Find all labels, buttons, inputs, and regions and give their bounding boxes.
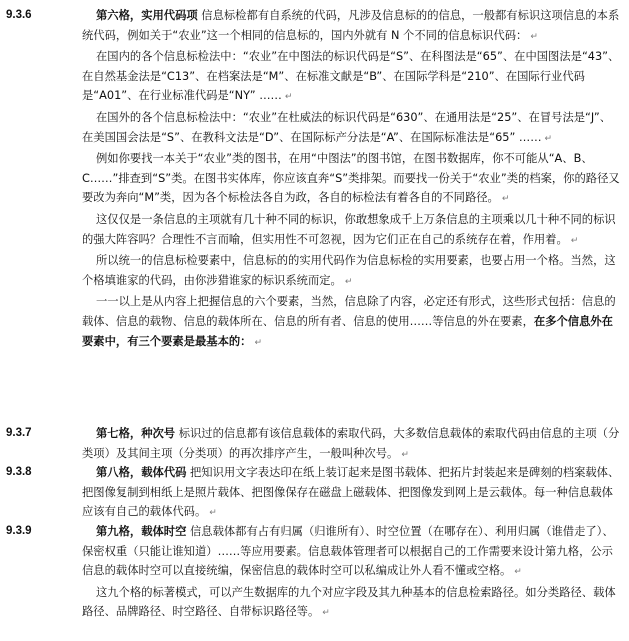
paragraph-text: 信息载体都有占有归属（归谁所有）、时空位置（在哪存在）、利用归属（谁借走了）、保密权重（只能让谁知道）……等应用要素。信息载体管理者可以根据自己的工作需要来设计第九格，公示信息的载体时空可以直接统编，保密信息的载体时空可以私编成让外人看不懂或空格。 <box>82 525 614 578</box>
paragraph-text: 这九个格的标著模式，可以产生数据库的九个对应字段及其九种基本的信息检索路径。如分类路径、载体路径、品牌路径、时空路径、自带标识路径等。 <box>82 585 616 619</box>
section-title: 第六格，实用代码项 <box>96 9 198 22</box>
paragraph <box>82 251 621 292</box>
paragraph-mark: ↵ <box>530 31 538 42</box>
paragraph-text: 在国外的各个信息标检法中：“农业”在杜威法的标识代码是“630”、在通用法是“25”、在冒号法是“J”、在美国国会法是“S”、在教科文法是“D”、在国际标产分法是“A”、在国际标准法是“65” …… <box>82 110 612 144</box>
paragraph <box>82 583 621 624</box>
paragraph-text: 例如你要找一本关于“农业”类的图书，在用“中图法”的图书馆，在图书数据库，你不可能从“A、B、C……”排查到“S”类。在图书实体库，你应该直奔“S”类排架。而要找一份关于“农业”类的档案，你的路径又要改为奔向“M”类，因为各个标检法各自为政，各自的标检法有着各自的不同路径。 <box>82 152 620 205</box>
section-number: 9.3.9 <box>6 525 32 537</box>
section-number: 9.3.8 <box>6 466 32 478</box>
section-heading-paragraph <box>82 424 621 465</box>
paragraph-text: 一一以上是从内容上把握信息的六个要素，当然，信息除了内容，必定还有形式，这些形式包括：信息的载体、信息的载物、信息的载体所在、信息的所有者、信息的使用……等信息的外在要素， <box>82 295 616 328</box>
section-title: 第九格，载体时空 <box>96 525 187 538</box>
paragraph <box>82 47 621 108</box>
paragraph-mark: ↵ <box>570 235 579 246</box>
section-9-3-6 <box>6 6 621 353</box>
section-heading-paragraph <box>82 522 621 583</box>
paragraph <box>82 108 621 149</box>
section-9-3-7 <box>6 424 621 465</box>
paragraph <box>82 149 621 210</box>
section-9-3-9 <box>6 522 621 624</box>
section-heading-paragraph <box>82 6 621 47</box>
section-title: 第八格，载体代码 <box>96 466 187 479</box>
section-heading-paragraph <box>82 463 621 524</box>
section-title: 第七格，种次号 <box>96 427 176 440</box>
paragraph-mark: ↵ <box>401 449 409 460</box>
emphasis-text: 在多个信息外在要素中，有三个要素是最基本的： <box>82 314 613 348</box>
paragraph-text: 所以统一的信息标检要素中，信息标的的实用代码作为信息标检的实用要素，也要占用一个格。当然，这个格填谁家的代码，由你涉猎谁家的标识系统而定。 <box>82 254 616 287</box>
paragraph-mark: ↵ <box>209 508 217 519</box>
paragraph-mark: ↵ <box>254 337 263 348</box>
paragraph-mark: ↵ <box>344 276 353 287</box>
paragraph-text: 把知识用文字表达印在纸上装订起来是图书载体、把拓片封装起来是碑刻的档案载体、把图像复制到相纸上是照片载体、把图像保存在磁盘上磁载体、把图像发到网上是云载体。每一种信息载体应该有自己的载体代码。 <box>82 466 620 519</box>
section-number: 9.3.7 <box>6 427 32 439</box>
paragraph-mark: ↵ <box>514 567 522 578</box>
paragraph-text: 在国内的各个信息标检法中：“农业”在中图法的标识代码是“S”、在科图法是“65”、在中国图法是“43”、在自然基金法是“C13”、在档案法是“M”、在标准文献是“B”、在国际学科是“210”、在国际行业代码是“A01”、在行业标准代码是“NY” …… <box>82 50 620 103</box>
paragraph <box>82 210 621 251</box>
paragraph <box>82 292 621 353</box>
paragraph-text: 信息标检都有自系统的代码，凡涉及信息标的的信息，一般都有标识这项信息的本系统代码，例如关于“农业”这一个相同的信息标的，国内外就有 N 个不同的信息标识代码： <box>82 9 620 42</box>
paragraph-text: 这仅仅是一条信息的主项就有几十种不同的标识，你敢想象成千上万条信息的主项乘以几十种不同的标识的强大阵容吗？合理性不言而喻，但实用性不可忽视，因为它们正在自己的系统存在着，作用着。 <box>82 212 616 246</box>
paragraph-mark: ↵ <box>501 194 510 205</box>
paragraph-mark: ↵ <box>544 133 553 144</box>
paragraph-mark: ↵ <box>284 92 293 103</box>
section-9-3-8 <box>6 463 621 524</box>
paragraph-text: 标识过的信息都有该信息载体的索取代码，大多数信息载体的索取代码由信息的主项（分类项）及其间主项（分类项）的再次排序产生，一般叫种次号。 <box>82 427 620 460</box>
section-number: 9.3.6 <box>6 9 32 21</box>
paragraph-mark: ↵ <box>322 608 330 619</box>
